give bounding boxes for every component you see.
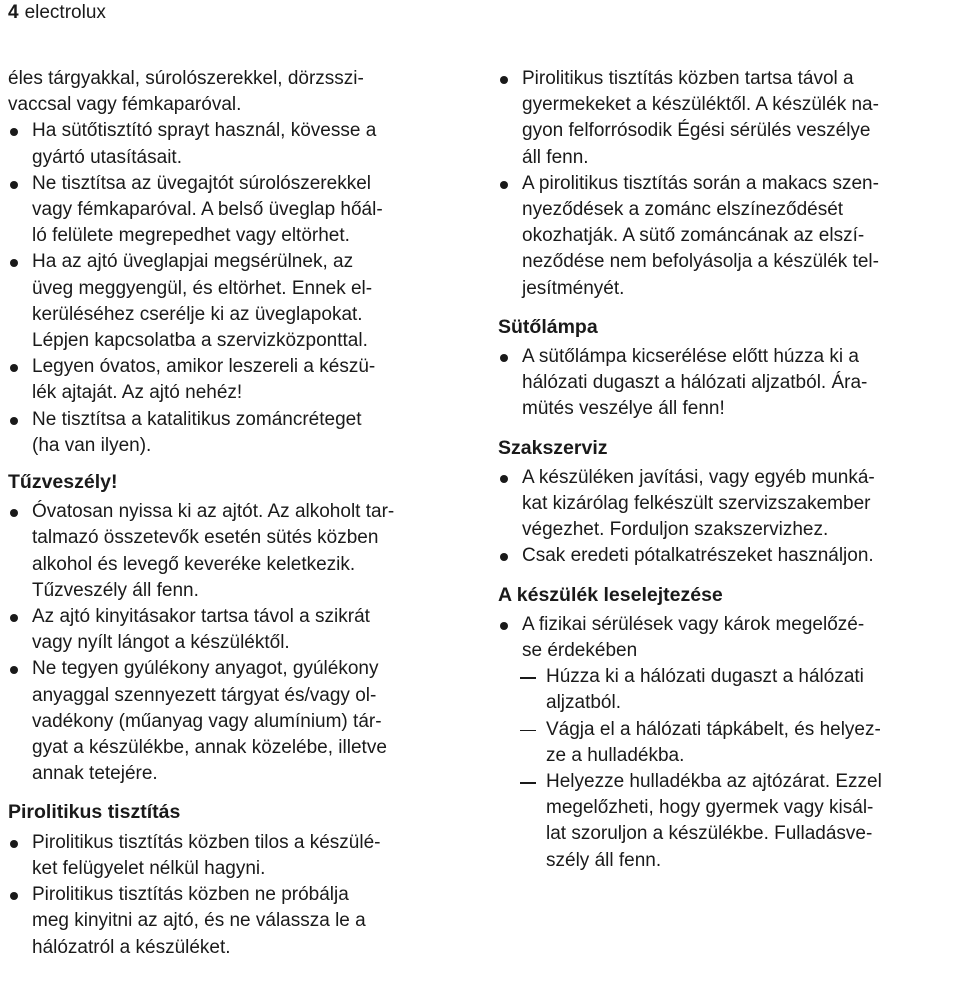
text-line: Ha sütőtisztító sprayt használ, kövesse a [32,120,377,142]
text-line: Ne tisztítsa a katalitikus zománcréteget [32,408,362,430]
text-line: lék ajtaját. Az ajtó nehéz! [32,382,243,404]
text-line: A készüléken javítási, vagy egyéb munká- [522,466,875,488]
text-line: gyat a készülékbe, annak közelébe, illetve [32,737,387,759]
service-heading: Szakszerviz [498,436,608,459]
page-number: 4 [8,2,19,23]
bullet-door-removal [8,354,463,406]
intro-paragraph [8,66,463,118]
text-line: annak tetejére. [32,763,158,785]
text-line: A fizikai sérülések vagy károk megelőzé- [522,613,865,635]
text-line: A pirolitikus tisztítás során a makacs szen- [522,172,879,194]
dash-item-door-catch [498,769,956,874]
text-line: Az ajtó kinyitásakor tartsa távol a szikrát [32,606,370,628]
text-line: ló felülete megrepedhet vagy eltörhet. [32,225,350,247]
text-line: alkohol és levegő keveréke keletkezik. [32,553,356,575]
disposal-heading: A készülék leselejtezése [498,583,723,606]
dash-item-unplug [498,664,956,716]
dash-item-cut-cable [498,717,956,769]
text-line: üveg meggyengül, és eltörhet. Ennek el- [32,277,373,299]
text-line: Csak eredeti pótalkatrészeket használjon. [522,545,874,567]
text-line: mütés veszélye áll fenn! [522,398,725,420]
text-line: Pirolitikus tisztítás közben ne próbálja [32,884,349,906]
pyrolytic-cleaning-heading: Pirolitikus tisztítás [8,801,181,824]
text-line: vagy nyílt lángot a készüléktől. [32,632,290,654]
brand-name: electrolux [24,2,106,23]
text-line: aljzatból. [546,692,621,714]
bullet-oven-spray [8,118,463,170]
text-line: se érdekében [522,640,638,662]
bullet-open-door-carefully [8,499,463,604]
bullet-spark-flame [8,604,463,656]
bullet-lamp-replacement [498,344,956,423]
text-line: Húzza ki a hálózati dugaszt a hálózati [546,666,864,688]
bullet-glass-door [8,171,463,250]
text-line: lat szoruljon a készülékbe. Fulladásve- [546,823,873,845]
bullet-pyro-door [8,882,463,961]
text-line: meg kinyitni az ajtó, és ne válassza le a [32,910,366,932]
bullet-pyro-children [498,66,956,171]
text-line: Tűzveszély áll fenn. [32,579,199,601]
bullet-catalytic-enamel [8,407,463,459]
text-line: (ha van ilyen). [32,434,152,456]
text-line: neződése nem befolyásolja a készülék tel- [522,251,879,273]
text-line: végezhet. Forduljon szakszervizhez. [522,519,829,541]
text-line: Legyen óvatos, amikor leszereli a készü- [32,356,376,378]
text-line: áll fenn. [522,146,589,168]
text-line: Ne tisztítsa az üvegajtót súrolószerekkel [32,172,371,194]
bullet-damaged-glass [8,249,463,354]
text-line: gyon felforrósodik Égési sérülés veszélye [522,120,871,142]
text-line: éles tárgyakkal, súrolószerekkel, dörzsszi- [8,68,364,89]
text-line: vaccsal vagy fémkaparóval. [8,94,242,116]
text-line: Helyezze hulladékba az ajtózárat. Ezzel [546,771,882,793]
bullet-original-parts [498,543,956,569]
text-line: anyaggal szennyezett tárgyat és/vagy ol- [32,684,377,706]
left-column [8,66,463,961]
text-line: gyermekeket a készüléktől. A készülék na- [522,94,879,116]
text-line: jesítményét. [522,277,625,299]
text-line: okozhatják. A sütő zománcának az elszí- [522,225,865,247]
page-header [8,1,106,25]
text-line: Pirolitikus tisztítás közben tartsa távol a [522,68,854,89]
bullet-pyro-discoloration [498,171,956,302]
text-line: vadékony (műanyag vagy alumínium) tár- [32,710,382,732]
text-line: szély áll fenn. [546,849,662,871]
text-line: Pirolitikus tisztítás közben tilos a készülé- [32,831,381,853]
oven-lamp-heading: Sütőlámpa [498,315,598,338]
text-line: Lépjen kapcsolatba a szervizközponttal. [32,330,368,352]
bullet-prevent-injury [498,612,956,664]
text-line: nyeződések a zománc elszíneződését [522,199,844,221]
text-line: hálózatról a készüléket. [32,936,231,958]
text-line: A sütőlámpa kicserélése előtt húzza ki a [522,346,859,368]
text-line: kerüléséhez cserélje ki az üveglapokat. [32,303,363,325]
right-column [498,66,956,874]
text-line: kat kizárólag felkészült szervizszakember [522,493,871,515]
bullet-flammable-material [8,656,463,787]
bullet-pyro-unattended [8,830,463,882]
text-line: ket felügyelet nélkül hagyni. [32,857,266,879]
text-line: Óvatosan nyissa ki az ajtót. Az alkoholt tar- [32,501,395,523]
text-line: talmazó összetevők esetén sütés közben [32,527,379,549]
text-line: vagy fémkaparóval. A belső üveglap hőál- [32,199,383,221]
text-line: ze a hulladékba. [546,744,685,766]
text-line: Ha az ajtó üveglapjai megsérülnek, az [32,251,354,273]
text-line: gyártó utasításait. [32,146,182,168]
bullet-qualified-service [498,465,956,544]
text-line: hálózati dugaszt a hálózati aljzatból. Ára- [522,372,868,394]
text-line: Ne tegyen gyúlékony anyagot, gyúlékony [32,658,379,680]
text-line: Vágja el a hálózati tápkábelt, és helyez- [546,718,881,740]
fire-hazard-heading: Tűzveszély! [8,471,118,494]
text-line: megelőzheti, hogy gyermek vagy kisál- [546,797,874,819]
